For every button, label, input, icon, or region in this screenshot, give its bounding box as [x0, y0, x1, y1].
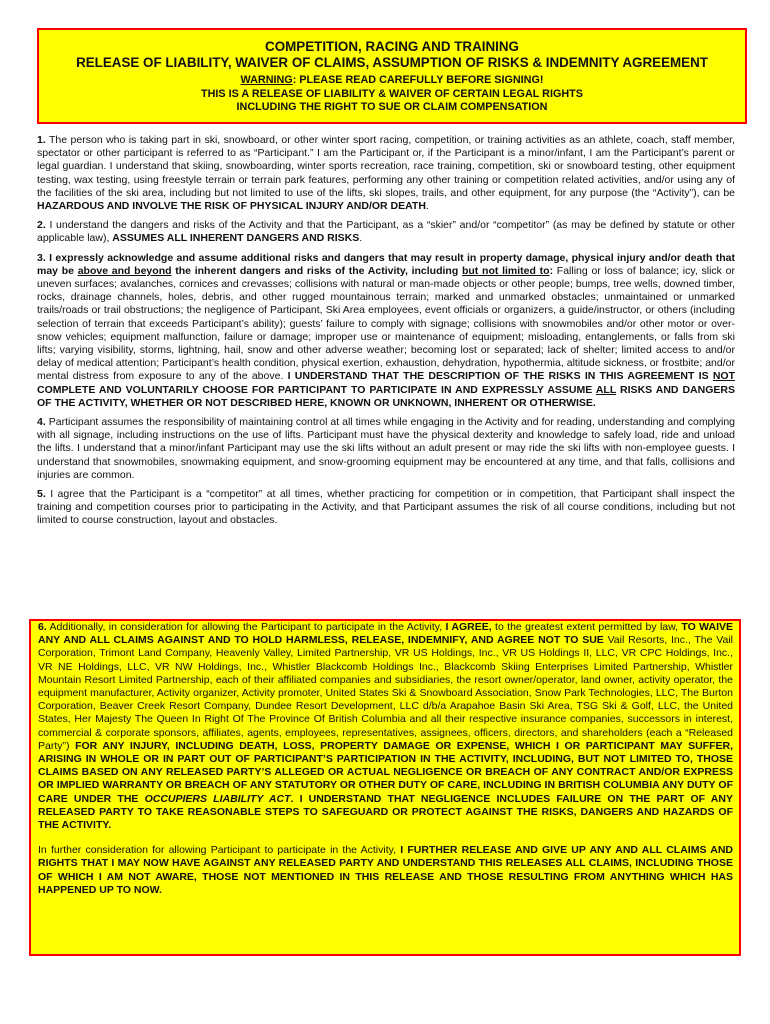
section-number: 1. — [37, 134, 46, 146]
section-emphasis: FOR ANY INJURY, INCLUDING DEATH, LOSS, PROPERTY DAMAGE OR EXPENSE, WHICH I OR PARTICIPANT MAY SUFFER, ARISING IN WHOLE OR IN PART OUT OF PARTICIPANT’S PARTICIPATION IN THE ACTIVITY, INCLUDING, BUT NOT LIMITED TO, THOSE CLAIMS BASED ON ANY RELEASED PARTY’S ALLEGED OR ACTUAL NEGLIGENCE OR BREACH OF ANY CONTRACT AND/OR EXPRESS OR IMPLIED WARRANTY OR BREACH OF ANY STATUTORY OR OTHER DUTY OF CARE, INCLUDING IN BRITISH COLUMBIA ANY DUTY OF CARE UNDER THE — [38, 739, 733, 805]
colon: : — [549, 264, 554, 277]
section-emphasis: I expressly acknowledge and assume additional risks and dangers that may result in property damage, physical injury and/or death that may be — [37, 251, 735, 277]
section-emphasis: I AGREE, — [445, 621, 492, 633]
section-number: 2. — [37, 219, 46, 232]
section-2 — [37, 219, 735, 245]
section-text: In further consideration for allowing Participant to participate in the Activity, — [38, 844, 401, 857]
underlined-phrase: but not limited to — [461, 264, 550, 277]
section-emphasis: ASSUMES ALL INHERENT DANGERS AND RISKS — [112, 232, 360, 245]
release-notice: THIS IS A RELEASE OF LIABILITY & WAIVER OF CERTAIN LEGAL RIGHTS — [201, 87, 583, 100]
warning-label: WARNING — [240, 74, 293, 86]
section-6 — [38, 621, 733, 832]
section-emphasis: TO WAIVE ANY AND ALL CLAIMS AGAINST AND TO HOLD HARMLESS, RELEASE, INDEMNIFY, AND AGREE NOT TO SUE — [38, 621, 733, 647]
section-emphasis: . I UNDERSTAND THAT NEGLIGENCE INCLUDES FAILURE ON THE PART OF ANY RELEASED PARTY TO TAKE REASONABLE STEPS TO SAFEGUARD OR PROTECT AGAINST THE RISKS, DANGERS AND HAZARDS OF THE ACTIVITY. — [38, 792, 733, 832]
right-to-sue-notice: INCLUDING THE RIGHT TO SUE OR CLAIM COMPENSATION — [236, 101, 548, 113]
release-waiver-box — [29, 619, 741, 956]
section-emphasis: I FURTHER RELEASE AND GIVE UP ANY AND ALL CLAIMS AND RIGHTS THAT I MAY NOW HAVE AGAINST ANY RELEASED PARTY AND UNDERSTAND THIS RELEASES ALL CLAIMS, INCLUDING THOSE OF WHICH I AM NOT AWARE, THOSE NOT MENTIONED IN THIS RELEASE AND THOSE RESULTING FROM ANYTHING WHICH HAS HAPPENED UP TO NOW. — [38, 844, 734, 896]
agreement-body — [37, 134, 735, 534]
underlined-phrase: above and beyond — [77, 264, 172, 277]
section-emphasis: the inherent dangers and risks of the Activity, including — [171, 264, 462, 277]
section-end: . — [359, 232, 363, 245]
underlined-all: ALL — [595, 383, 617, 396]
acknowledgement-text: RISKS AND DANGERS OF THE ACTIVITY, WHETHER OR NOT DESCRIBED HERE, KNOWN OR UNKNOWN, INHERENT OR OTHERWISE. — [37, 383, 735, 409]
acknowledgement-text: COMPLETE AND VOLUNTARILY CHOOSE FOR PARTICIPANT TO PARTICIPATE IN AND EXPRESSLY ASSUME — [37, 383, 596, 396]
section-number: 3. — [37, 251, 46, 264]
section-5 — [37, 488, 735, 528]
section-text: Participant assumes the responsibility of maintaining control at all times while engaging in the Activity and for reading, understanding and complying with all signage, including instructions on the use of lifts. Participant must have the physical dexterity and knowledge to safely load, ride and unload the lifts. I understand that a minor/infant Participant may use the ski lifts without an adult present or may ride the ski lifts with non-employee guests. I understand that snowmobiles, snowmaking equipment, and snow-grooming equipment may be encountered at any time, and that falls, collisions and injuries are common. — [37, 416, 735, 481]
paragraph-gap — [38, 832, 733, 844]
section-end: . — [425, 200, 429, 213]
agreement-subtitle: RELEASE OF LIABILITY, WAIVER OF CLAIMS, ASSUMPTION OF RISKS & INDEMNITY AGREEMENT — [76, 55, 708, 70]
section-number: 6. — [38, 621, 47, 633]
section-4 — [37, 416, 735, 482]
section-emphasis: HAZARDOUS AND INVOLVE THE RISK OF PHYSICAL INJURY AND/OR DEATH — [37, 200, 426, 213]
section-further-release — [38, 844, 733, 897]
section-text: Additionally, in consideration for allowing the Participant to participate in the Activity, — [46, 621, 446, 633]
warning-text: : PLEASE READ CAREFULLY BEFORE SIGNING! — [292, 74, 544, 86]
risk-list-text: Falling or loss of balance; icy, slick or uneven surfaces; avalanches, cornices and crevasses; collisions with natural or man-made objects or other people; bumps, tree wells, downed timber, rocks, drainage channels, holes, debris, and other rugged mountainous terrain; marked and unmarked obstacles; unmaintained or unmarked trails/roads or trail obstructions; the negligence of Participant, Ski Area employees, event officials or organizers, a guide/instructor, or others (including selection of terrain that exceeds Participant’s ability); guests’ failure to comply with signage; collisions with snowmobiles and/or other motor or over-snow vehicles; equipment malfunction, failure or damage; improper use or maintenance of equipment; misloading, entanglements, or falls from ski lifts; varying visibility, storms, lightning, hail, snow and other adverse weather; becoming lost or separated; lack of shelter; limited access to and/or delay of medical attention; Participant’s health condition, physical exertion, exhaustion, dehydration, hypothermia, altitude sickness, or frostbite; and/or mental distress from exposure to any of the above. — [37, 264, 735, 383]
agreement-header — [37, 28, 747, 124]
underlined-not: NOT — [712, 370, 735, 383]
section-text: I agree that the Participant is a “competitor” at all times, whether practicing for competition or in competition, that Participant shall inspect the training and competition courses prior to participating in the Activity, and that Participant assumes the risk of all course conditions, including but not limited to course construction, layout and obstacles. — [37, 488, 735, 527]
section-text: The person who is taking part in ski, snowboard, or other winter sport racing, competition, or training activities as an athlete, coach, staff member, spectator or other participant is referred to as “Participant.” I am the Participant or, if the Participant is a minor/infant, I am the Participant’s parent or legal guardian. I understand that skiing, snowboarding, winter sports recreation, race training, competition, ski or snowboard testing, other equipment testing, wax testing, using freestyle terrain or terrain park features, performing any other training or competition related activities, and/or using any of the facilities of the ski area, including but not limited to use of the lifts, ski slopes, trails, and other equipment, for any purpose (the “Activity”), can be — [37, 134, 735, 199]
acknowledgement-text: I UNDERSTAND THAT THE DESCRIPTION OF THE RISKS IN THIS AGREEMENT IS — [283, 370, 713, 383]
section-number: 4. — [37, 416, 46, 429]
released-parties-list: Vail Resorts, Inc., The Vail Corporation, Trimont Land Company, Heavenly Valley, Limited Partnership, VR US Holdings, Inc., VR US Holdings II, LLC, VR CPC Holdings, Inc., VR NE Holdings, LLC, VR NW Holdings, Inc., Whistler Blackcomb Holdings Inc., Blackcomb Skiing Enterprises Limited Partnership, Whistler Mountain Resort Limited Partnership, each of their affiliated companies and subsidiaries, the resort owner/operator, land owner, activity operator, the equipment manufacturer, Activity organizer, Activity promoter, United States Ski & Snowboard Association, Snow Park Technologies, LLC, The Burton Corporation, Beaver Creek Resort Company, Dundee Resort Development, LLC d/b/a Arapahoe Basin Ski Area, TSG Ski & Golf, LLC, the United States, Her Majesty The Queen In Right Of The Province Of British Columbia and all their respective insurance companies, successors in interest, commercial & corporate sponsors, affiliates, agents, employees, representatives, assignees, officers, directors, and shareholders (each a “Released Party”) — [38, 634, 733, 752]
section-text: I understand the dangers and risks of the Activity and that the Participant, as a “skier” and/or “competitor” (as may be defined by statute or other applicable law), — [37, 219, 735, 245]
occupiers-liability-act: OCCUPIERS LIABILITY ACT — [144, 792, 291, 805]
section-1 — [37, 134, 735, 213]
section-3 — [37, 252, 735, 410]
section-text: to the greatest extent permitted by law, — [491, 621, 682, 633]
agreement-title: COMPETITION, RACING AND TRAINING — [265, 39, 519, 54]
warning-line — [39, 74, 745, 88]
section-number: 5. — [37, 488, 46, 501]
